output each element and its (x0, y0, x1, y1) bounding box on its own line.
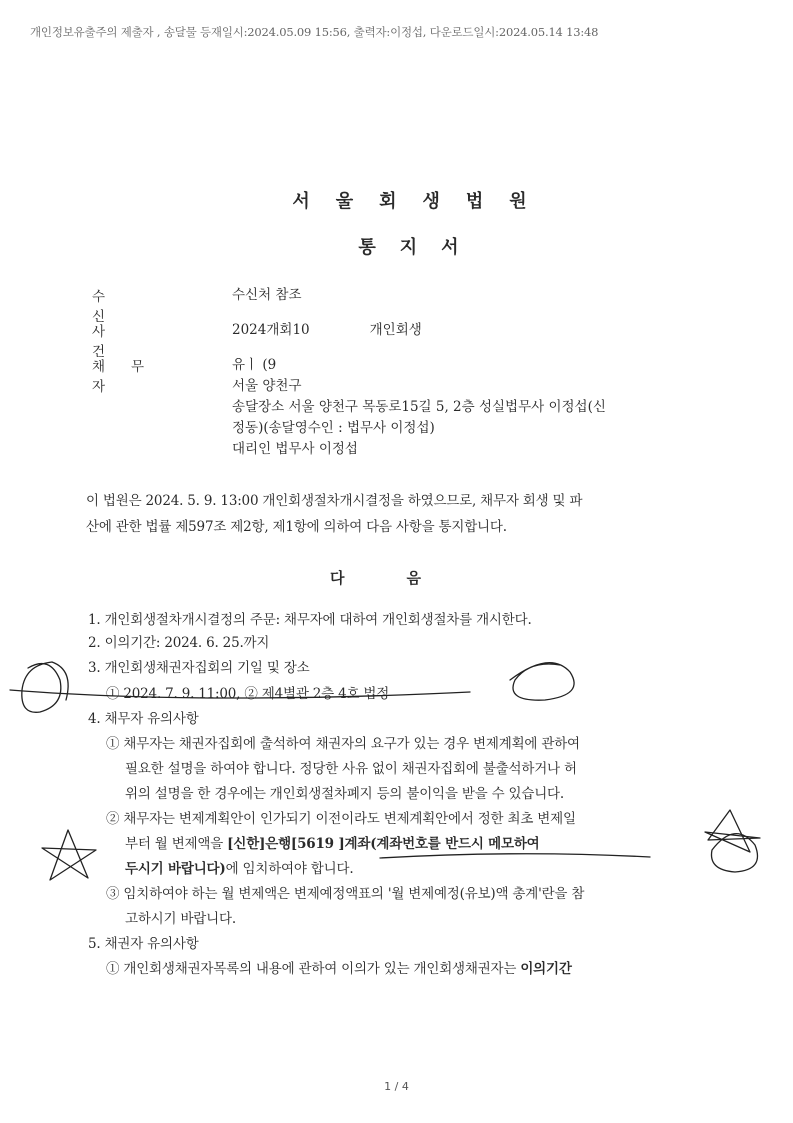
item-4: 4. 채무자 유의사항 (88, 711, 199, 727)
court-name: 서울회생법원 (292, 191, 553, 212)
handwritten-loop-mark-right (510, 663, 574, 700)
document-title: 통지서 (358, 237, 483, 258)
handwritten-loop-mark-left (22, 662, 68, 712)
item-5-1-pre: ① 개인회생채권자목록의 내용에 관하여 이의가 있는 개인회생채권자는 (106, 961, 521, 977)
item-3: 3. 개인회생채권자집회의 기일 및 장소 (88, 660, 310, 676)
handwritten-underline-1 (10, 690, 470, 698)
debtor-address: 서울 양천구 (232, 378, 302, 394)
body-line2: 산에 관한 법률 제597조 제2항, 제1항에 의하여 다음 사항을 통지합니다. (86, 519, 507, 535)
recipient-value: 수신처 참조 (232, 287, 302, 303)
item-3-sub: ① 2024. 7. 9. 11:00, ② 제4별관 2층 4호 법정 (106, 686, 390, 702)
case-type: 개인회생 (369, 322, 422, 338)
print-info-header: 개인정보유출주의 제출자 , 송달물 등재일시:2024.05.09 15:56, 출력자:이정섭, 다운로드일시:2024.05.14 13:48 (30, 25, 599, 39)
item-4-2-line1: ② 채무자는 변제계획안이 인가되기 이전이라도 변제계획안에서 정한 최초 변제일 (106, 811, 576, 827)
case-number: 2024개회10 (232, 322, 310, 338)
item-4-2-line2-pre: 부터 월 변제액을 (125, 836, 228, 852)
item-4-1-line3: 위의 설명을 한 경우에는 개인회생절차폐지 등의 불이익을 받을 수 있습니다. (125, 786, 564, 802)
case-label-text: 사건 (92, 324, 164, 360)
item-4-3-line2: 고하시기 바랍니다. (125, 911, 236, 927)
item-4-2-memo-note: 두시기 바랍니다) (125, 861, 226, 877)
notice-heading: 다음 (330, 569, 483, 587)
item-2: 2. 이의기간: 2024. 6. 25.까지 (88, 635, 270, 651)
handwritten-star-left (42, 830, 96, 880)
item-4-1-line2: 필요한 설명을 하여야 합니다. 정당한 사유 없이 채권자집회에 불출석하거나 허 (125, 761, 577, 777)
recipient-label-text: 수신 (92, 289, 164, 325)
page-number: 1 / 4 (384, 1080, 409, 1093)
debtor-agent: 대리인 법무사 이정섭 (232, 441, 358, 457)
item-5-1-bold: 이의기간 (520, 961, 572, 977)
item-1: 1. 개인회생절차개시결정의 주문: 채무자에 대하여 개인회생절차를 개시한다. (88, 612, 532, 628)
item-4-3-line1: ③ 임치하여야 하는 월 변제액은 변제예정액표의 '월 변제예정(유보)액 총계'란을 참 (106, 886, 585, 902)
debtor-name: 유ㅣ (9 (232, 357, 277, 373)
item-4-2-account: [신한]은행[5619 ]계좌(계좌번호를 반드시 메모하여 (227, 836, 540, 852)
handwritten-underline-2 (380, 854, 650, 858)
debtor-service-line1: 송달장소 서울 양천구 목동로15길 5, 2층 성실법무사 이정섭(신 (232, 399, 606, 415)
item-4-1-line1: ① 채무자는 채권자집회에 출석하여 채권자의 요구가 있는 경우 변제계획에 관하여 (106, 736, 580, 752)
item-4-2-line3-post: 에 임치하여야 합니다. (225, 861, 354, 877)
debtor-label-text: 채무자 (92, 359, 171, 395)
item-5: 5. 채권자 유의사항 (88, 936, 199, 952)
handwritten-star-right (705, 810, 760, 852)
body-line1: 이 법원은 2024. 5. 9. 13:00 개인회생절차개시결정을 하였으므로, 채무자 회생 및 파 (86, 493, 583, 509)
debtor-service-line2: 정동)(송달영수인 : 법무사 이정섭) (232, 420, 435, 436)
